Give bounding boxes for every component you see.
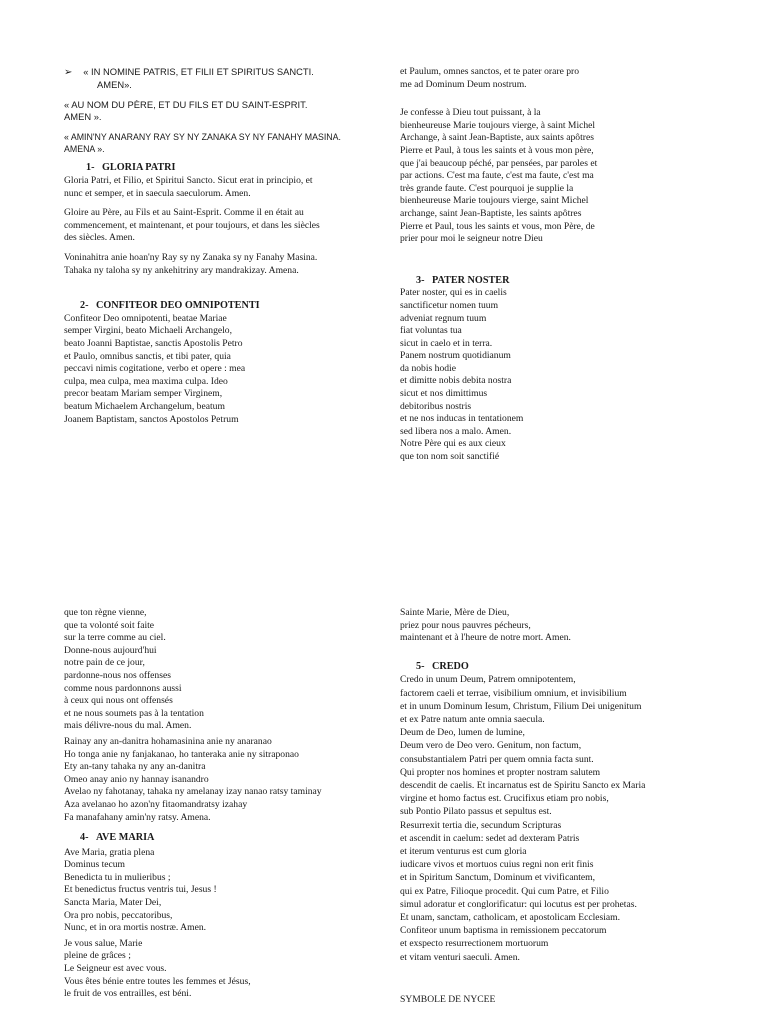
section-heading-pater [400, 275, 700, 288]
text-line: Je confesse à Dieu tout puissant, à la [400, 107, 541, 119]
ave-french [64, 938, 364, 1001]
text-line: à ceux qui nous ont offensés [64, 695, 173, 707]
pater-malagasy [64, 736, 364, 824]
text-line: descendit de caelis. Et incarnatus est de Spiritu Sancto ex Maria [400, 780, 646, 791]
text-line: « AMIN'NY ANARANY RAY SY NY ZANAKA SY NY FANAHY MASINA. [64, 131, 341, 142]
text-line: nunc et semper, et in saecula saeculorum. Amen. [64, 187, 251, 199]
pater-french-start [400, 438, 700, 463]
column-bottom-right [400, 607, 720, 1006]
text-line: Omeo anay anio ny hannay isanandro [64, 773, 209, 785]
text-line: sur la terre comme au ciel. [64, 632, 166, 644]
text-line: Deum de Deo, lumen de lumine, [400, 727, 525, 739]
column-top-left [64, 66, 364, 433]
text-line: que ton nom soit sanctifié [400, 451, 500, 463]
text-line: et ne nous soumets pas à la tentation [64, 707, 204, 719]
heading-text: 2- [80, 300, 89, 312]
heading-text: 1- [86, 162, 95, 174]
heading-text: PATER NOSTER [432, 274, 510, 286]
text-line: Joanem Baptistam, sanctos Apostolos Petrum [64, 413, 239, 425]
text-line: notre pain de ce jour, [64, 657, 145, 669]
text-line: Deum vero de Deo vero. Genitum, non factum, [400, 740, 582, 752]
text-line: que ta volonté soit faite [64, 619, 155, 631]
section-heading-ave [64, 832, 364, 845]
text-line: comme nous pardonnons aussi [64, 682, 182, 694]
confiteor-latin-continued [400, 66, 700, 91]
text-line: pardonne-nous nos offenses [64, 669, 171, 681]
ave-french-continued [400, 607, 720, 645]
text-line: Nunc, et in ora mortis nostræ. Amen. [64, 922, 207, 934]
heading-text: 3- [416, 274, 425, 286]
text-line: sicut in caelo et in terra. [400, 337, 493, 349]
text-line: Vous êtes bénie entre toutes les femmes et Jésus, [64, 975, 251, 987]
text-line: des siècles. Amen. [64, 232, 135, 244]
text-line: et ex Patre natum ante omnia saecula. [400, 713, 545, 725]
text-line: consubstantialem Patri per quem omnia facta sunt. [400, 753, 594, 765]
text-line: Aza avelanao ho azon'ny fitaomandratsy izahay [64, 798, 248, 810]
text-line: Pierre et Paul, tous les saints et vous, mon Père, de [400, 220, 595, 232]
text-line: debitoribus nostris [400, 400, 472, 412]
text-line: qui ex Patre, Filioque procedit. Qui cum Patre, et Filio [400, 885, 609, 897]
text-line: et iterum venturus est cum gloria [400, 846, 527, 858]
text-line: priez pour nous pauvres pécheurs, [400, 619, 531, 631]
text-line: maintenant et à l'heure de notre mort. Amen. [400, 632, 571, 644]
text-line: beatum Michaelem Archangelum, beatum [64, 400, 225, 412]
text-line: Benedicta tu in mulieribus ; [64, 871, 171, 883]
confiteor-latin [64, 313, 364, 426]
text-line: fiat voluntas tua [400, 325, 462, 337]
text-line: Ave Maria, gratia plena [64, 846, 155, 858]
heading-text: GLORIA PATRI [102, 162, 176, 174]
text-line: Ora pro nobis, peccatoribus, [64, 909, 173, 921]
text-line: et in Spiritum Sanctum, Dominum et vivificantem, [400, 872, 596, 884]
text-line: Sainte Marie, Mère de Dieu, [400, 607, 510, 618]
text-line: Notre Père qui es aux cieux [400, 438, 506, 450]
text-line: et in unum Dominum Iesum, Christum, Filium Dei unigenitum [400, 700, 642, 712]
text-line: Gloria Patri, et Filio, et Spiritui Sancto. Sicut erat in principio, et [64, 175, 313, 187]
text-line: et ne nos inducas in tentationem [400, 413, 524, 425]
text-line: bienheureuse Marie toujours vierge, saint Michel [400, 195, 589, 207]
text-line: très grande faute. C'est pourquoi je supplie la [400, 182, 574, 194]
intro-latin: ➢ « IN NOMINE PATRIS, ET FILII ET SPIRITUS SANCTI. AMEN». [64, 66, 314, 91]
pater-french-continued [64, 607, 364, 733]
text-line: et ascendit in caelum: sedet ad dexteram Patris [400, 832, 580, 844]
text-line: et Paulo, omnibus sanctis, et tibi pater, quia [64, 350, 231, 362]
text-line: Confiteor Deo omnipotenti, beatae Mariae [64, 312, 227, 324]
heading-text: 4- [80, 832, 89, 844]
text-line: culpa, mea culpa, mea maxima culpa. Ideo [64, 375, 228, 387]
gloria-malagasy [64, 252, 364, 277]
text-line: Confiteor unum baptisma in remissionem peccatorum [400, 925, 607, 937]
text-line: Ety an-tany tahaka ny any an-danitra [64, 761, 206, 773]
ave-latin [64, 847, 364, 935]
text-line: commencement, et maintenant, et pour toujours, et dans les siècles [64, 219, 320, 231]
text-line: et Paulum, omnes sanctos, et te pater orare pro [400, 66, 580, 77]
section-heading-confiteor [64, 300, 364, 313]
text-line: Tahaka ny taloha sy ny ankehitriny ary mandrakizay. Amena. [64, 264, 299, 276]
text-line: archange, saint Jean-Baptiste, les saints apôtres [400, 207, 582, 219]
text-line: sanctificetur nomen tuum [400, 299, 499, 311]
text-line: prier pour moi le seigneur notre Dieu [400, 233, 543, 245]
section-heading-credo [400, 661, 720, 674]
text-line: pleine de grâces ; [64, 950, 131, 962]
text-line: Ho tonga anie ny fanjakanao, ho tanteraka anie ny sitraponao [64, 748, 299, 760]
text-line: « AU NOM DU PÈRE, ET DU FILS ET DU SAINT-ESPRIT. [64, 98, 308, 110]
text-line: virgine et homo factus est. Crucifixus etiam pro nobis, [400, 793, 609, 805]
text-line: que ton règne vienne, [64, 607, 147, 618]
column-bottom-left [64, 607, 364, 1001]
text-line: et dimitte nobis debita nostra [400, 375, 512, 387]
text-line: sicut et nos dimittimus [400, 388, 488, 400]
text-line: da nobis hodie [400, 362, 456, 374]
confiteor-french [400, 107, 700, 246]
gloria-latin [64, 175, 364, 200]
text-line: simul adoratur et conglorificatur: qui locutus est per prohetas. [400, 898, 637, 910]
text-line: Pater noster, qui es in caelis [400, 287, 507, 299]
text-line: precor beatam Mariam semper Virginem, [64, 388, 223, 400]
text-line: Avelao ny fahotanay, tahaka ny amelanay izay nanao ratsy taminay [64, 786, 322, 798]
text-line: peccavi nimis cogitatione, verbo et opere : mea [64, 363, 246, 375]
text-line: Fa manafahany amin'ny ratsy. Amena. [64, 811, 211, 823]
symbole-heading: SYMBOLE DE NYCEE [400, 993, 496, 1005]
heading-text: AVE MARIA [96, 832, 155, 844]
text-line: Rainay any an-danitra hohamasinina anie ny anaranao [64, 735, 272, 747]
text-line: que j'ai beaucoup péché, par pensées, par paroles et [400, 157, 598, 169]
text-line: Dominus tecum [64, 859, 126, 871]
gloria-french [64, 207, 364, 245]
text-line: bienheureuse Marie toujours vierge, à saint Michel [400, 119, 596, 131]
text-line: factorem caeli et terrae, visibilium omnium, et invisibilium [400, 687, 627, 699]
text-line: beato Joanni Baptistae, sanctis Apostolis Petro [64, 337, 243, 349]
text-line: Et unam, sanctam, catholicam, et apostolicam Ecclesiam. [400, 912, 621, 924]
text-line: Panem nostrum quotidianum [400, 350, 511, 362]
text-line: Voninahitra anie hoan'ny Ray sy ny Zanaka sy ny Fanahy Masina. [64, 252, 318, 263]
text-line: et vitam venturi saeculi. Amen. [400, 951, 520, 963]
heading-text: CREDO [432, 660, 469, 672]
text-line: sed libera nos a malo. Amen. [400, 425, 512, 437]
text-line: Et benedictus fructus ventris tui, Jesus ! [64, 884, 217, 896]
text-line: sub Pontio Pilato passus et sepultus est. [400, 806, 552, 818]
text-line: me ad Dominum Deum nostrum. [400, 78, 527, 90]
pater-latin [400, 287, 700, 438]
text-line: le fruit de vos entrailles, est béni. [64, 988, 192, 1000]
text-line: Pierre et Paul, à tous les saints et à vous mon père, [400, 144, 594, 156]
text-line: semper Virgini, beato Michaeli Archangelo, [64, 325, 232, 337]
text-line: mais délivre-nous du mal. Amen. [64, 720, 192, 732]
column-top-right [400, 66, 700, 464]
text-line: AMEN ». [64, 111, 102, 123]
text-line: Je vous salue, Marie [64, 937, 143, 949]
intro-malagasy [64, 131, 364, 156]
section-heading-gloria [64, 162, 364, 175]
text-line: Donne-nous aujourd'hui [64, 644, 157, 656]
credo-latin [400, 673, 720, 963]
text-line: Sancta Maria, Mater Dei, [64, 897, 162, 909]
text-line: adveniat regnum tuum [400, 312, 487, 324]
arrow-bullet-icon: ➢ [64, 67, 73, 78]
text-line: Archange, à saint Jean-Baptiste, aux saints apôtres [400, 132, 594, 144]
text-line: Resurrexit tertia die, secundum Scripturas [400, 819, 562, 831]
text-line: AMENA ». [64, 144, 105, 155]
heading-text: CONFITEOR DEO OMNIPOTENTI [96, 300, 260, 312]
heading-text: 5- [416, 660, 425, 672]
text-line: Le Seigneur est avec vous. [64, 963, 167, 975]
intro-french [64, 99, 364, 124]
text-line: par actions. C'est ma faute, c'est ma faute, c'est ma [400, 170, 594, 182]
text-line: Credo in unum Deum, Patrem omnipotentem, [400, 674, 576, 686]
text-line: iudicare vivos et mortuos cuius regni non erit finis [400, 859, 594, 871]
text-line: et exspecto resurrectionem mortuorum [400, 938, 549, 950]
text-line: Qui propter nos homines et propter nostram salutem [400, 766, 601, 778]
text-line: Gloire au Père, au Fils et au Saint-Esprit. Comme il en était au [64, 207, 304, 219]
